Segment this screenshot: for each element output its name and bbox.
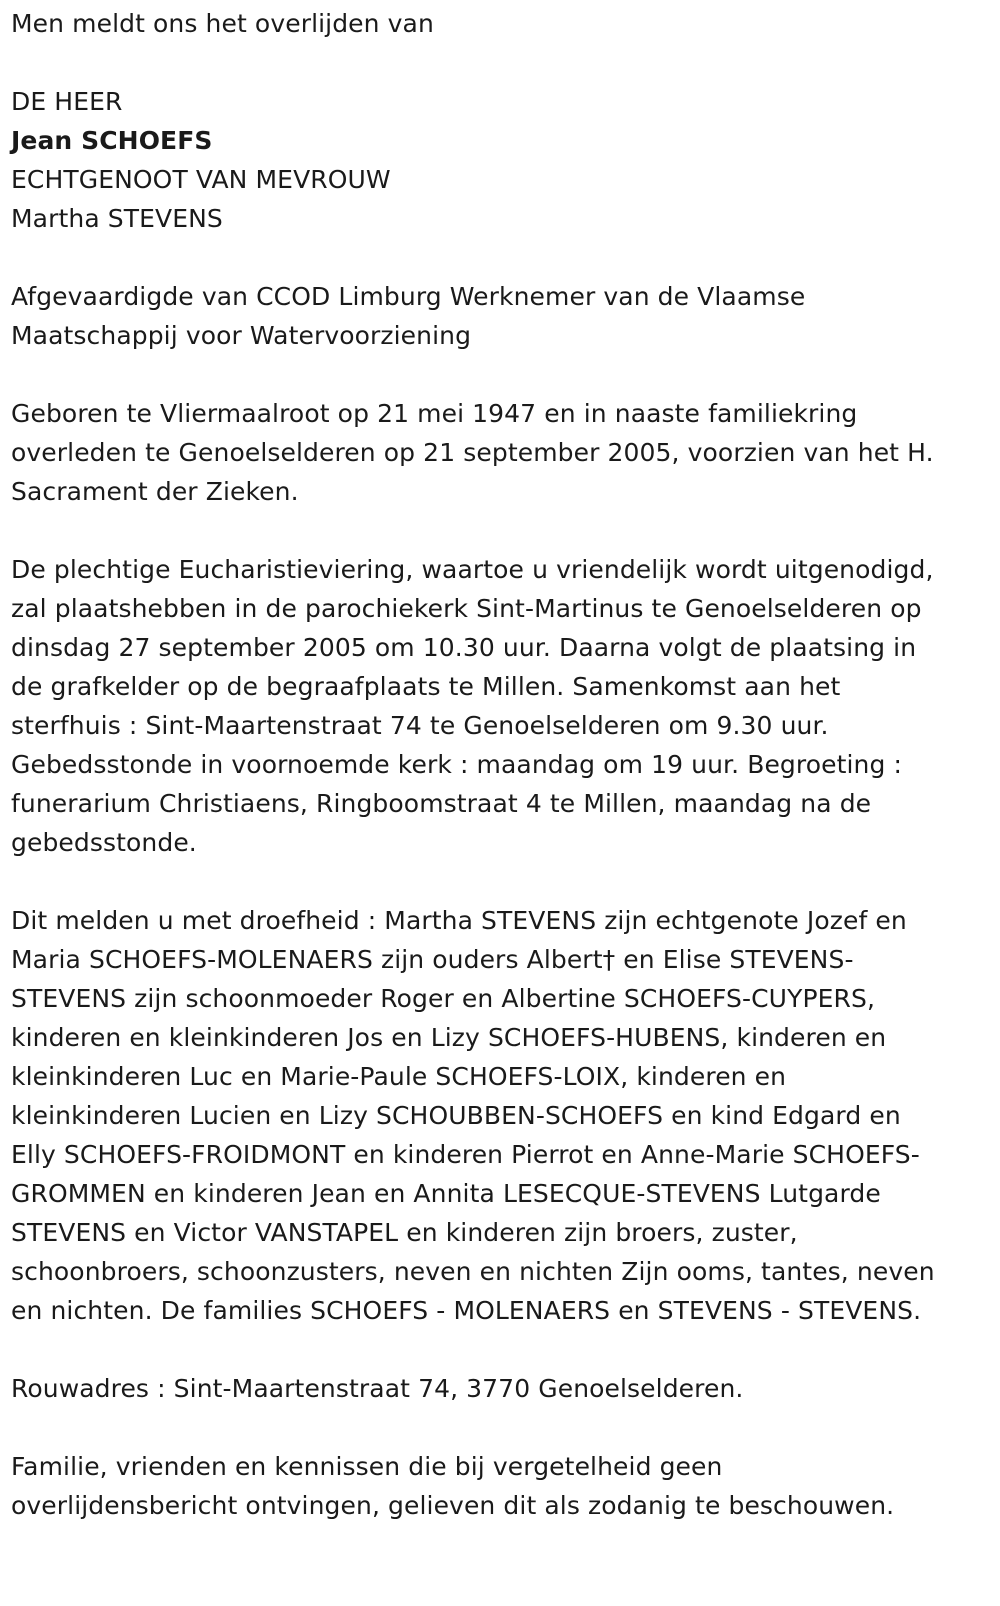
deceased-name: Jean SCHOEFS (11, 126, 213, 155)
ceremony-line: dinsdag 27 september 2005 om 10.30 uur. Daarna volgt de plaatsing in (11, 633, 917, 662)
ceremony-line: zal plaatshebben in de parochiekerk Sint-Martinus te Genoelselderen op (11, 594, 922, 623)
occupation-paragraph (11, 277, 990, 355)
ceremony-line: gebedsstonde. (11, 828, 197, 857)
ceremony-paragraph (11, 550, 990, 862)
spouse-name: Martha STEVENS (11, 204, 223, 233)
closing-paragraph (11, 1447, 990, 1525)
family-line: kinderen en kleinkinderen Jos en Lizy SCHOEFS-HUBENS, kinderen en (11, 1023, 887, 1052)
family-line: kleinkinderen Lucien en Lizy SCHOUBBEN-SCHOEFS en kind Edgard en (11, 1101, 901, 1130)
family-line: Elly SCHOEFS-FROIDMONT en kinderen Pierrot en Anne-Marie SCHOEFS- (11, 1140, 920, 1169)
deceased-block (11, 82, 990, 238)
family-line: schoonbroers, schoonzusters, neven en nichten Zijn ooms, tantes, neven (11, 1257, 935, 1286)
ceremony-line: De plechtige Eucharistieviering, waartoe u vriendelijk wordt uitgenodigd, (11, 555, 934, 584)
family-line: kleinkinderen Luc en Marie-Paule SCHOEFS-LOIX, kinderen en (11, 1062, 787, 1091)
family-line: Dit melden u met droefheid : Martha STEVENS zijn echtgenote Jozef en (11, 906, 907, 935)
intro-text: Men meldt ons het overlijden van (11, 9, 434, 38)
family-line: STEVENS en Victor VANSTAPEL en kinderen zijn broers, zuster, (11, 1218, 798, 1247)
family-line: GROMMEN en kinderen Jean en Annita LESECQUE-STEVENS Lutgarde (11, 1179, 881, 1208)
family-line: Maria SCHOEFS-MOLENAERS zijn ouders Albert† en Elise STEVENS- (11, 945, 854, 974)
ceremony-line: Gebedsstonde in voornoemde kerk : maandag om 19 uur. Begroeting : (11, 750, 903, 779)
birth-death-line: overleden te Genoelselderen op 21 september 2005, voorzien van het H. (11, 438, 934, 467)
occupation-line: Afgevaardigde van CCOD Limburg Werknemer van de Vlaamse (11, 282, 806, 311)
address-paragraph (11, 1369, 990, 1408)
family-line: en nichten. De families SCHOEFS - MOLENAERS en STEVENS - STEVENS. (11, 1296, 922, 1325)
ceremony-line: sterfhuis : Sint-Maartenstraat 74 te Genoelselderen om 9.30 uur. (11, 711, 829, 740)
family-paragraph (11, 901, 990, 1330)
birth-death-line: Sacrament der Zieken. (11, 477, 299, 506)
occupation-line: Maatschappij voor Watervoorziening (11, 321, 472, 350)
birth-death-paragraph (11, 394, 990, 511)
spouse-label: ECHTGENOOT VAN MEVROUW (11, 165, 391, 194)
ceremony-line: de grafkelder op de begraafplaats te Millen. Samenkomst aan het (11, 672, 841, 701)
family-line: STEVENS zijn schoonmoeder Roger en Albertine SCHOEFS-CUYPERS, (11, 984, 876, 1013)
closing-line: Familie, vrienden en kennissen die bij vergetelheid geen (11, 1452, 723, 1481)
mourning-address: Rouwadres : Sint-Maartenstraat 74, 3770 Genoelselderen. (11, 1374, 744, 1403)
birth-death-line: Geboren te Vliermaalroot op 21 mei 1947 en in naaste familiekring (11, 399, 858, 428)
ceremony-line: funerarium Christiaens, Ringboomstraat 4 te Millen, maandag na de (11, 789, 872, 818)
title-prefix: DE HEER (11, 87, 123, 116)
closing-line: overlijdensbericht ontvingen, gelieven dit als zodanig te beschouwen. (11, 1491, 895, 1520)
intro-paragraph (11, 4, 990, 43)
